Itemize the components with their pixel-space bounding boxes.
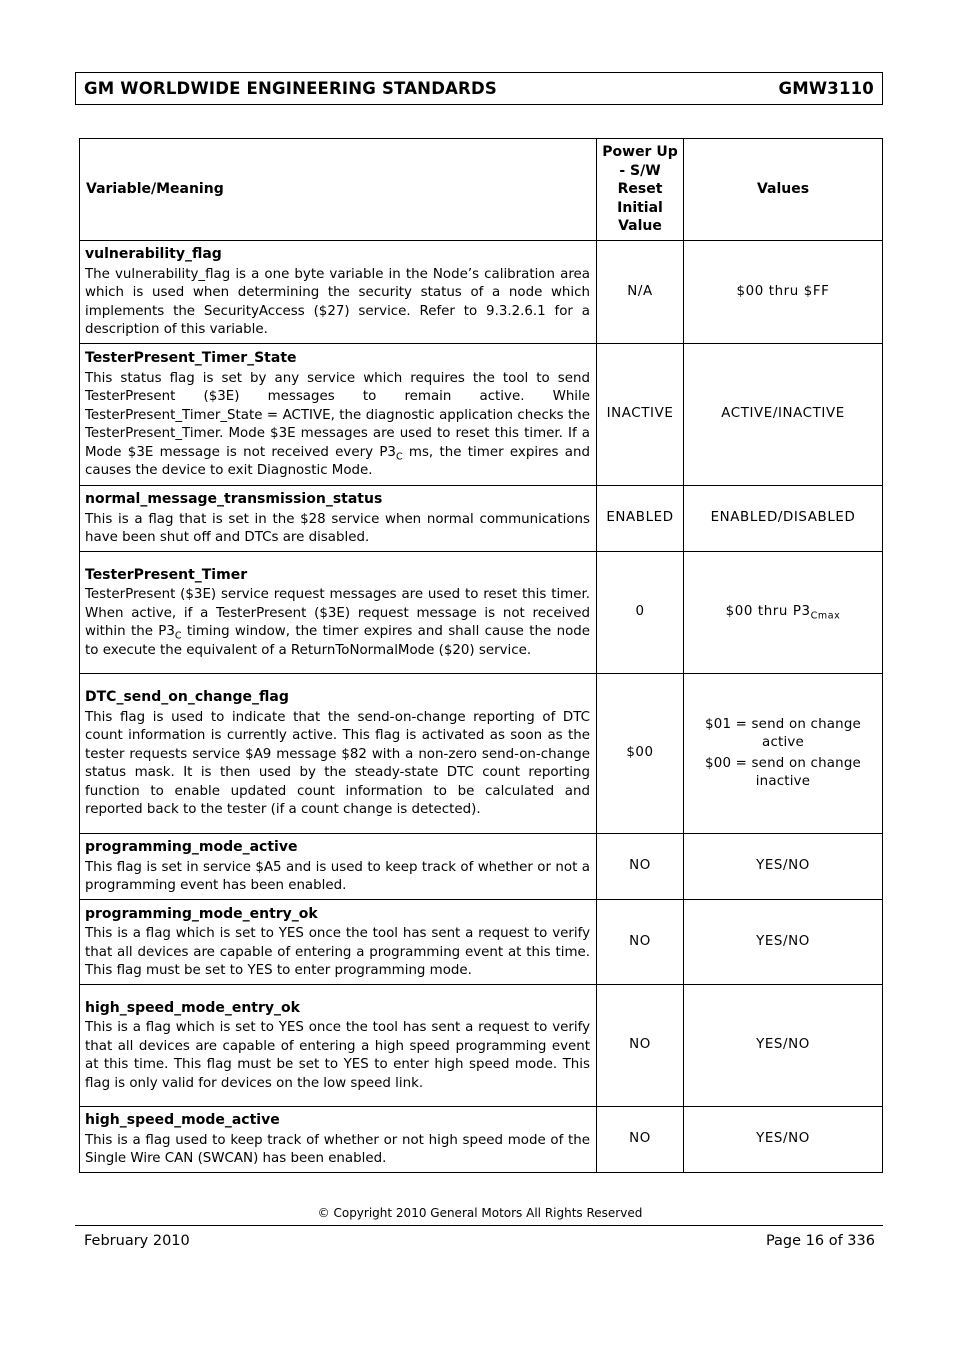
allowed-values: YES/NO (684, 985, 883, 1107)
initial-value: 0 (597, 552, 684, 674)
table-header-row (80, 139, 883, 241)
variable-description: This is a flag used to keep track of whether or not high speed mode of the Single Wire CAN (SWCAN) has been enabled. (85, 1132, 590, 1167)
variable-cell (80, 1107, 597, 1173)
variable-description: This flag is used to indicate that the send-on-change reporting of DTC count information is currently active. This flag is activated as soon as the tester requests service $A9 message $82 with a non-zero send-on-change status mask. It is then used by the steady-state DTC count reporting function to enable updated count information to be calculated and reported back to the tester (if a count change is detected). (85, 709, 590, 818)
page-header (75, 72, 883, 105)
variable-cell (80, 552, 597, 674)
initial-value: NO (597, 834, 684, 900)
initial-value: NO (597, 1107, 684, 1173)
allowed-values: YES/NO (684, 1107, 883, 1173)
table-row (80, 900, 883, 985)
variable-cell (80, 674, 597, 834)
table-row (80, 486, 883, 552)
variable-description: This status flag is set by any service which requires the tool to send TesterPresent ($3E) messages to remain active. While TesterPresent_Timer_State = ACTIVE, the diagnostic application checks the TesterPresent_Timer. Mode $3E messages are used to reset this timer. If a Mode $3E message is not received every $P3_C$ ms, the timer expires and causes the device to exit Diagnostic Mode. (85, 370, 590, 479)
copyright-notice: © Copyright 2010 General Motors All Rights Reserved (317, 1206, 643, 1220)
initial-value: ENABLED (597, 486, 684, 552)
allowed-values (684, 674, 883, 834)
table-row (80, 674, 883, 834)
variable-name: high_speed_mode_entry_ok (85, 999, 300, 1016)
variable-name: vulnerability_flag (85, 246, 222, 263)
allowed-values: YES/NO (684, 900, 883, 985)
variable-cell (80, 900, 597, 985)
allowed-values: ENABLED/DISABLED (684, 486, 883, 552)
table-row (80, 834, 883, 900)
variable-name: TesterPresent_Timer_State (85, 350, 297, 367)
column-header-variable: Variable/Meaning (80, 139, 597, 241)
variables-table (79, 138, 883, 1173)
variable-cell (80, 486, 597, 552)
table-row (80, 985, 883, 1107)
value-option: $00 = send on change inactive (705, 755, 861, 789)
variable-name: DTC_send_on_change_flag (85, 689, 289, 706)
table-row (80, 552, 883, 674)
table-row (80, 344, 883, 486)
footer-divider (75, 1225, 883, 1226)
variable-cell (80, 834, 597, 900)
variable-name: high_speed_mode_active (85, 1112, 280, 1129)
variable-description: This is a flag which is set to YES once the tool has sent a request to verify that all devices are capable of entering a high speed programming event at this time. This flag must be set to YES to enter high speed mode. This flag is only valid for devices on the low speed link. (85, 1020, 590, 1091)
allowed-values: ACTIVE/INACTIVE (684, 344, 883, 486)
header-doc-id: GMW3110 (778, 79, 874, 98)
initial-value: NO (597, 985, 684, 1107)
variable-name: normal_message_transmission_status (85, 491, 383, 508)
allowed-values: $00 thru $FF (684, 241, 883, 344)
value-option: $01 = send on change active (705, 716, 861, 750)
footer-date: February 2010 (84, 1233, 190, 1249)
variable-name: programming_mode_entry_ok (85, 905, 318, 922)
column-header-initial-value: Power Up - S/W Reset Initial Value (597, 139, 684, 241)
initial-value: N/A (597, 241, 684, 344)
variable-description: This is a flag which is set to YES once the tool has sent a request to verify that all devices are capable of entering a programming event at this time. This flag must be set to YES to enter programming mode. (85, 926, 590, 978)
header-title: GM WORLDWIDE ENGINEERING STANDARDS (84, 79, 497, 98)
allowed-values: $00 thru $P3_{Cmax}$ (684, 552, 883, 674)
column-header-values: Values (684, 139, 883, 241)
footer-page-number: Page 16 of 336 (765, 1233, 875, 1249)
allowed-values: YES/NO (684, 834, 883, 900)
variable-cell (80, 241, 597, 344)
initial-value: $00 (597, 674, 684, 834)
variable-description: The vulnerability_flag is a one byte variable in the Node’s calibration area which is used when determining the security status of a node which implements the SecurityAccess ($27) service. Refer to 9.3.2.6.1 for a description of this variable. (85, 266, 590, 338)
variable-name: TesterPresent_Timer (85, 566, 248, 583)
variable-description: This is a flag that is set in the $28 service when normal communications have been shut off and DTCs are disabled. (85, 511, 590, 546)
variable-cell (80, 985, 597, 1107)
table-row (80, 1107, 883, 1173)
table-row (80, 241, 883, 344)
variable-description: This flag is set in service $A5 and is used to keep track of whether or not a programming event has been enabled. (85, 859, 590, 894)
initial-value: NO (597, 900, 684, 985)
variable-cell (80, 344, 597, 486)
variable-description: TesterPresent ($3E) service request messages are used to reset this timer. When active, if a TesterPresent ($3E) request message is not received within the $P3_C$ timing window, the timer expires and shall cause the node to execute the equivalent of a ReturnToNormalMode ($20) service. (85, 587, 590, 658)
initial-value: INACTIVE (597, 344, 684, 486)
variable-name: programming_mode_active (85, 839, 298, 856)
